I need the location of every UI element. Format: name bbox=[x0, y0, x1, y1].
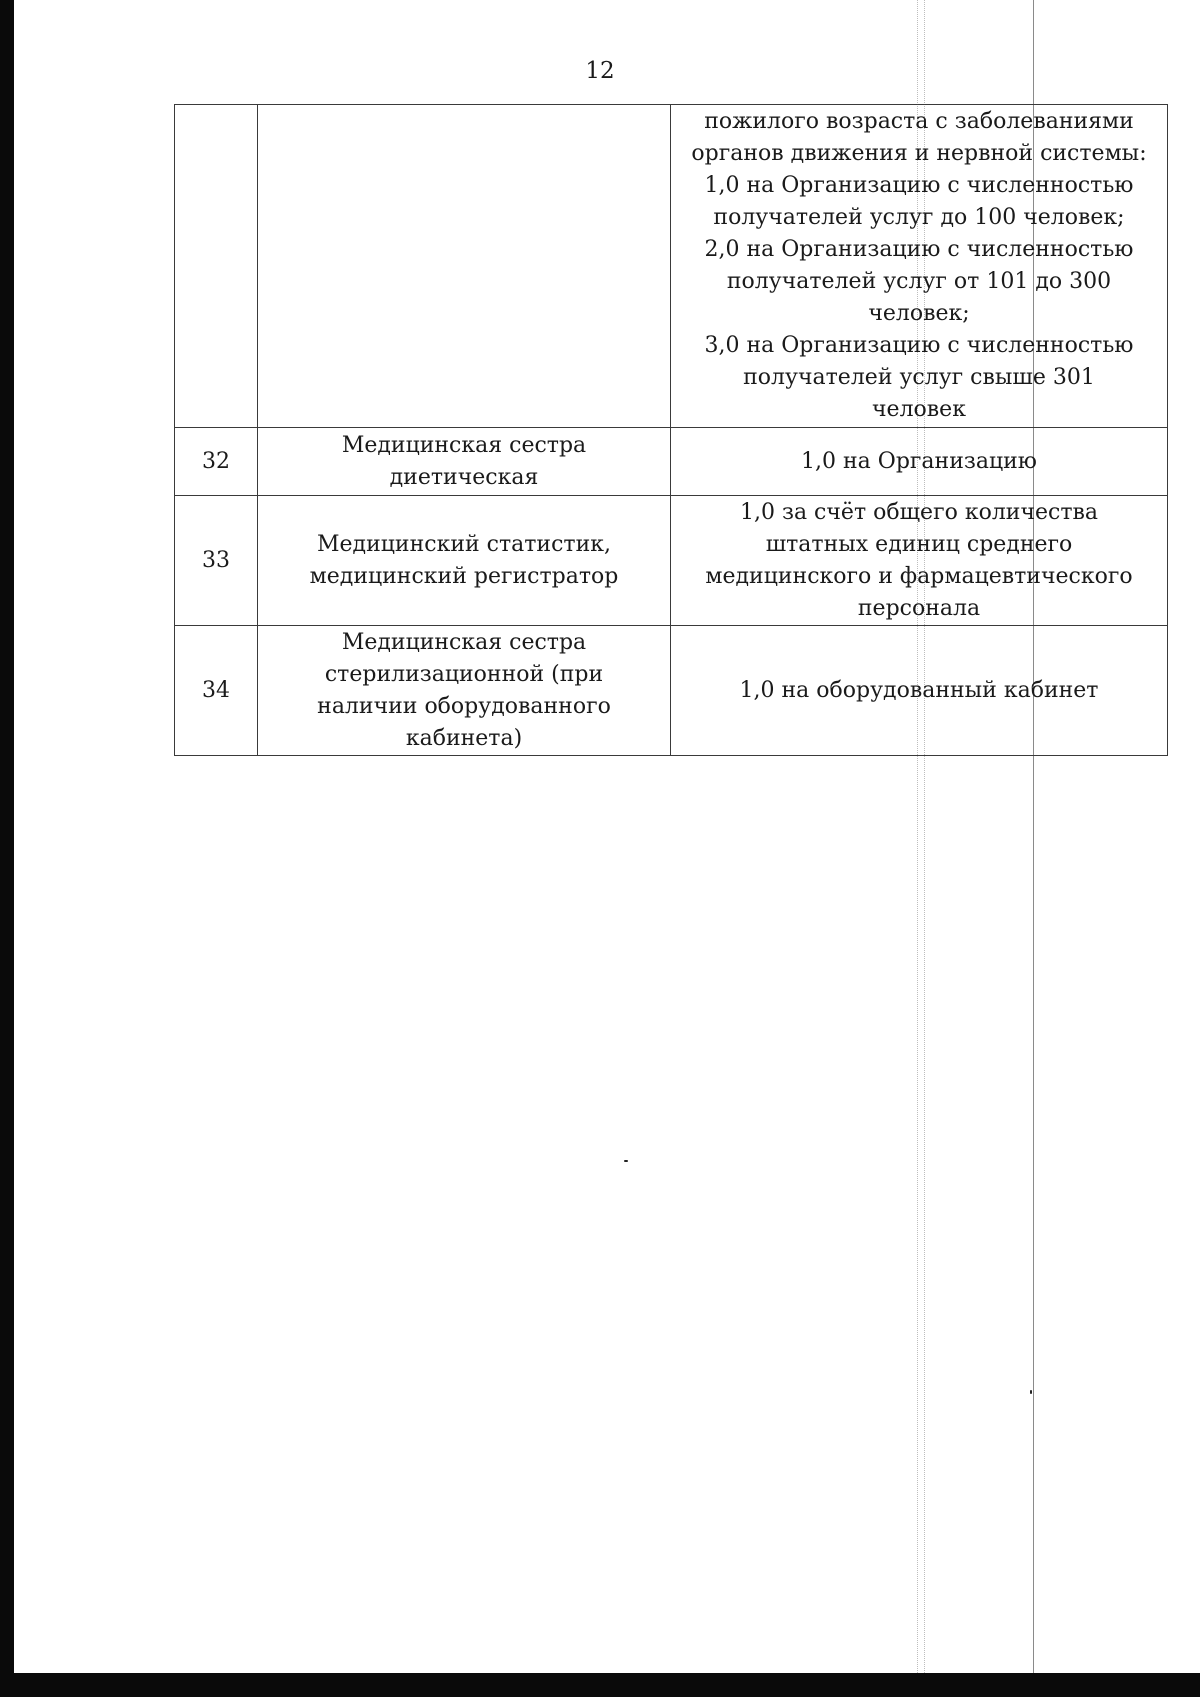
position-line: Медицинская сестра bbox=[341, 629, 587, 655]
page-number: 12 bbox=[585, 58, 615, 84]
norm-line: получателей услуг свыше 301 bbox=[743, 365, 1095, 390]
position-name-cell bbox=[258, 496, 671, 626]
position-name-cell bbox=[258, 105, 671, 428]
norm-line: персонала bbox=[857, 595, 981, 621]
position-line: наличии оборудованного bbox=[317, 693, 611, 719]
table-row bbox=[175, 105, 1168, 428]
norm-line: 3,0 на Организацию с численностью bbox=[704, 333, 1134, 358]
staffing-norm-cell bbox=[671, 626, 1168, 756]
norm-line: 1,0 на оборудованный кабинет bbox=[739, 677, 1099, 703]
norm-line: медицинского и фармацевтического bbox=[705, 563, 1133, 589]
table-row bbox=[175, 496, 1168, 626]
table-body bbox=[175, 105, 1168, 756]
scan-bottom-border bbox=[0, 1673, 1200, 1697]
staffing-norm-cell bbox=[671, 105, 1168, 428]
norm-line: 1,0 на Организацию bbox=[801, 448, 1037, 474]
norm-line: 2,0 на Организацию с численностью bbox=[704, 237, 1134, 262]
norm-line: человек bbox=[872, 397, 966, 422]
norm-line: получателей услуг до 100 человек; bbox=[713, 205, 1125, 230]
table-row bbox=[175, 626, 1168, 756]
position-line: медицинский регистратор bbox=[309, 563, 619, 589]
position-name-cell bbox=[258, 626, 671, 756]
position-name-cell bbox=[258, 428, 671, 496]
staffing-norm-cell bbox=[671, 496, 1168, 626]
norm-line: 1,0 за счёт общего количества bbox=[739, 499, 1099, 525]
row-number-cell: 33 bbox=[175, 496, 258, 626]
position-line: кабинета) bbox=[405, 725, 523, 751]
staffing-norm-cell bbox=[671, 428, 1168, 496]
norm-line: получателей услуг от 101 до 300 bbox=[726, 269, 1112, 294]
position-line: Медицинская сестра bbox=[341, 432, 587, 458]
norm-line: 1,0 на Организацию с численностью bbox=[704, 173, 1134, 198]
norm-line: человек; bbox=[868, 301, 970, 326]
position-line: Медицинский статистик, bbox=[317, 531, 611, 557]
scan-left-border bbox=[0, 0, 14, 1697]
norm-line: пожилого возраста с заболеваниями bbox=[704, 109, 1134, 134]
norm-line: штатных единиц среднего bbox=[765, 531, 1073, 557]
position-line: стерилизационной (при bbox=[324, 661, 604, 687]
scan-speck bbox=[1030, 1390, 1032, 1394]
row-number-cell: 34 bbox=[175, 626, 258, 756]
table-row bbox=[175, 428, 1168, 496]
position-line: диетическая bbox=[389, 464, 539, 490]
norm-line: органов движения и нервной системы: bbox=[691, 141, 1147, 166]
staff-table bbox=[174, 104, 1168, 756]
scan-speck bbox=[624, 1160, 628, 1162]
row-number-cell bbox=[175, 105, 258, 428]
row-number-cell: 32 bbox=[175, 428, 258, 496]
